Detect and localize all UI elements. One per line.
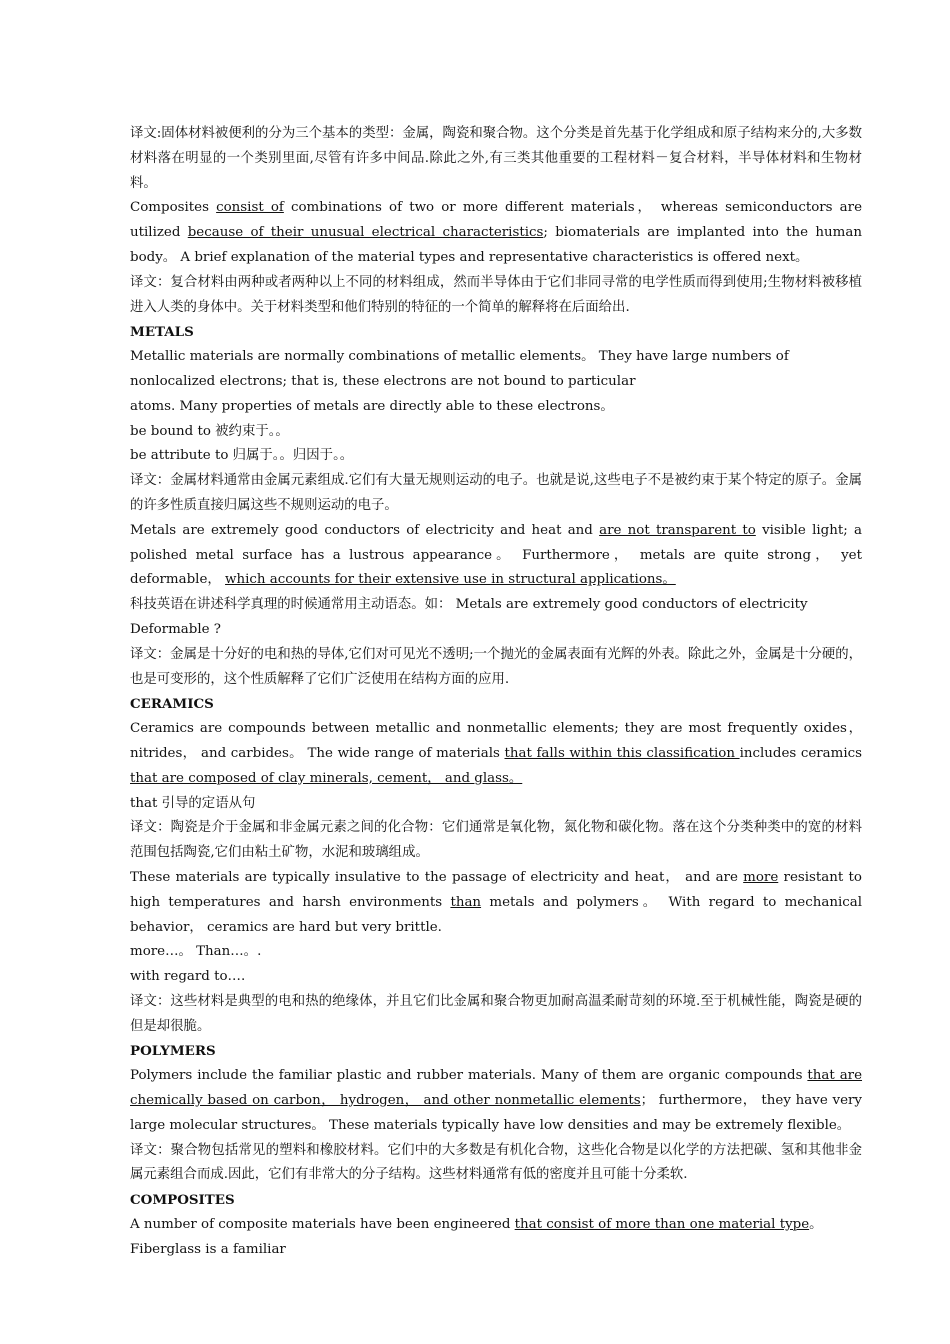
text-run: Metallic materials are normally combinations of metallic elements。 They have large numbers of nonlocalized electrons; that is, these electrons are not bound to particular — [130, 349, 789, 389]
text-run: POLYMERS — [130, 1043, 216, 1060]
text-run: 译文：复合材料由两种或者两种以上不同的材料组成，然而半导体由于它们非同寻常的电学性质而得到使用;生物材料被移植进入人类的身体中。关于材料类型和他们特别的特征的一个简单的解释将在后面给出. — [130, 274, 862, 315]
text-run: 译文：金属是十分好的电和热的导体,它们对可见光不透明;一个抛光的金属表面有光辉的外表。除此之外，金属是十分硬的，也是可变形的，这个性质解释了它们广泛使用在结构方面的应用. — [130, 646, 862, 687]
paragraph — [130, 965, 862, 990]
underlined-phrase: that are composed of clay minerals, cement， and glass。 — [130, 770, 523, 786]
section-heading — [130, 692, 862, 717]
document-page — [130, 122, 862, 1263]
text-run: 译文：金属材料通常由金属元素组成.它们有大量无规则运动的电子。也就是说,这些电子不是被约束于某个特定的原子。金属的许多性质直接归属这些不规则运动的电子。 — [130, 473, 862, 513]
paragraph — [130, 469, 862, 519]
underlined-phrase: that are chemically based on carbon， hydrogen， and other nonmetallic elements — [130, 1068, 863, 1109]
section-heading — [130, 320, 862, 345]
paragraph — [130, 866, 862, 940]
text-run: metals and polymers。 With regard to mechanical behavior， ceramics are hard but very brittle. — [130, 894, 862, 935]
text-run: includes ceramics — [739, 745, 862, 761]
text-run: 。 Fiberglass is a familiar — [130, 1217, 823, 1257]
underlined-phrase: more — [743, 869, 779, 885]
paragraph — [130, 345, 862, 395]
text-run: 译文：陶瓷是介于金属和非金属元素之间的化合物：它们通常是氧化物，氮化物和碳化物。落在这个分类种类中的宽的材料范围包括陶瓷,它们由粘土矿物，水泥和玻璃组成。 — [130, 820, 862, 861]
text-run: 译文：这些材料是典型的电和热的绝缘体，并且它们比金属和聚合物更加耐高温柔耐苛刻的环境.至于机械性能，陶瓷是硬的但是却很脆。 — [130, 993, 862, 1034]
paragraph — [130, 1064, 862, 1138]
text-run: combinations of two or more different materials， whereas semiconductors are utilized — [130, 200, 862, 241]
text-run: Deformable ? — [130, 621, 221, 637]
text-run: A number of composite materials have been engineered — [130, 1217, 515, 1233]
underlined-phrase: that consist of more than one material type — [514, 1217, 810, 1233]
paragraph — [130, 643, 862, 693]
text-run: atoms. Many properties of metals are directly able to these electrons。 — [130, 398, 614, 414]
paragraph — [130, 122, 862, 196]
text-run: COMPOSITES — [130, 1192, 235, 1209]
paragraph — [130, 816, 862, 866]
paragraph — [130, 593, 862, 618]
paragraph — [130, 271, 862, 321]
section-heading — [130, 1188, 862, 1213]
paragraph — [130, 1139, 862, 1189]
paragraph — [130, 1213, 862, 1263]
text-run: with regard to…. — [130, 969, 246, 985]
underlined-phrase: that falls within this classification — [504, 745, 740, 761]
text-run: Polymers include the familiar plastic and rubber materials. Many of them are organic compounds — [130, 1068, 808, 1084]
section-heading — [130, 1039, 862, 1064]
text-run: CERAMICS — [130, 696, 214, 713]
text-run: Composites — [130, 200, 217, 216]
text-run: visible light; a polished metal surface has a lustrous appearance。 Furthermore， metals are quite strong， yet deformable， — [130, 522, 862, 588]
underlined-phrase: because of their unusual electrical characteristics — [187, 225, 544, 241]
underlined-phrase: than — [450, 894, 482, 910]
paragraph — [130, 420, 862, 445]
text-run: 译文：聚合物包括常见的塑料和橡胶材料。它们中的大多数是有机化合物，这些化合物是以化学的方法把碳、氢和其他非金属元素组合而成.因此，它们有非常大的分子结构。这些材料通常有低的密度并且可能十分柔软. — [130, 1142, 862, 1183]
text-run: that 引导的定语从句 — [130, 795, 256, 811]
paragraph — [130, 196, 862, 270]
paragraph — [130, 792, 862, 817]
text-run: METALS — [130, 324, 194, 341]
text-run: resistant to high temperatures and harsh environments — [130, 869, 862, 910]
paragraph — [130, 519, 862, 593]
text-run: 科技英语在讲述科学真理的时候通常用主动语态。如： Metals are extremely good conductors of electricity — [130, 597, 808, 613]
underlined-phrase: which accounts for their extensive use in structural applications。 — [225, 572, 676, 588]
paragraph — [130, 940, 862, 965]
text-run: be bound to 被约束于。。 — [130, 423, 289, 439]
text-run: 译文:固体材料被便利的分为三个基本的类型：金属，陶瓷和聚合物。这个分类是首先基于化学组成和原子结构来分的,大多数材料落在明显的一个类别里面,尽管有许多中间品.除此之外,有三类其他重要的工程材料－复合材料，半导体材料和生物材料。 — [130, 126, 862, 191]
paragraph — [130, 618, 862, 643]
paragraph — [130, 717, 862, 791]
underlined-phrase: are not transparent to — [599, 522, 756, 538]
text-run: more…。 Than…。. — [130, 944, 262, 960]
text-run: ; biomaterials are implanted into the human body。 A brief explanation of the material types and representative characteristics is offered next。 — [130, 225, 862, 265]
text-run: be attribute to 归属于。。归因于。。 — [130, 448, 354, 464]
paragraph — [130, 395, 862, 420]
text-run: Ceramics are compounds between metallic and nonmetallic elements; they are most frequently oxides， nitrides， and carbides。 The wide range of materials — [130, 721, 862, 761]
text-run: Metals are extremely good conductors of electricity and heat and — [130, 522, 600, 538]
underlined-phrase: consist of — [216, 200, 284, 216]
text-run: These materials are typically insulative to the passage of electricity and heat， and are — [130, 869, 744, 885]
paragraph — [130, 990, 862, 1040]
text-run: ； furthermore， they have very large molecular structures。 These materials typically have low densities and may be extremely flexible。 — [130, 1093, 862, 1133]
paragraph — [130, 444, 862, 469]
